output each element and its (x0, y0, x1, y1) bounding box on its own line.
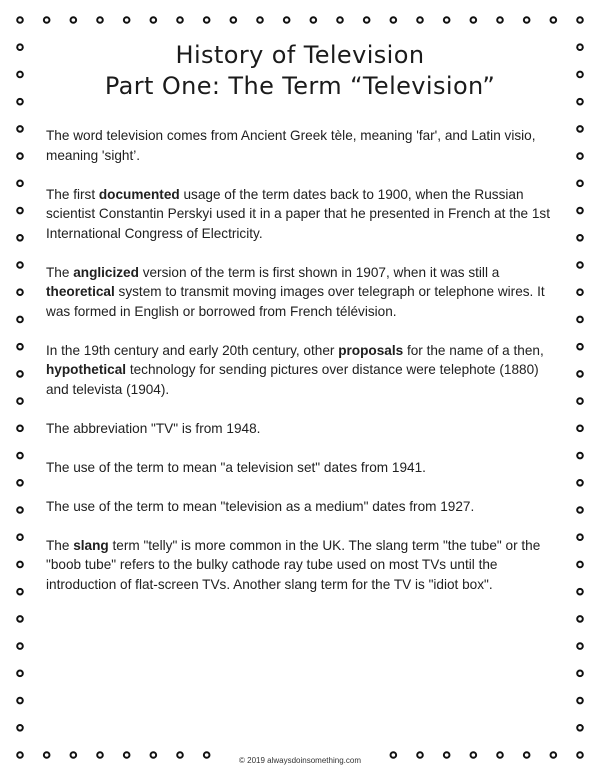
doodle-circle-icon (417, 17, 423, 23)
doodle-circle-icon (151, 17, 157, 23)
doodle-circle-icon (471, 17, 477, 23)
doodle-circle-icon (71, 17, 77, 23)
doodle-circle-icon (577, 126, 583, 132)
page-title: History of Television (175, 41, 425, 69)
doodle-circle-icon (17, 671, 23, 677)
doodle-circle-icon (524, 17, 530, 23)
doodle-circle-icon (17, 235, 23, 241)
doodle-circle-icon (231, 17, 237, 23)
paragraph-text: The use of the term to mean "television as a medium" dates from 1927. (46, 498, 475, 514)
doodle-circle-icon (17, 398, 23, 404)
paragraph-text: The use of the term to mean "a television set" dates from 1941. (46, 459, 426, 475)
paragraph-text: The (46, 264, 74, 280)
doodle-circle-icon (177, 17, 183, 23)
doodle-circle-icon (97, 17, 103, 23)
doodle-circle-icon (577, 289, 583, 295)
doodle-circle-icon (17, 480, 23, 486)
doodle-circle-icon (577, 589, 583, 595)
doodle-circle-icon (284, 17, 290, 23)
doodle-circle-icon (17, 562, 23, 568)
doodle-circle-icon (577, 371, 583, 377)
paragraph (46, 126, 558, 165)
doodle-circle-icon (577, 208, 583, 214)
article-body (46, 126, 558, 614)
paragraph (46, 458, 558, 478)
doodle-circle-icon (17, 643, 23, 649)
bold-term: theoretical (46, 284, 115, 299)
paragraph-text: version of the term is first shown in 1907, when it was still a (138, 264, 500, 280)
doodle-circle-icon (17, 453, 23, 459)
paragraph (46, 536, 558, 595)
paragraph-text: technology for sending pictures over distance were telephote (1880) and televista (1904). (46, 362, 539, 397)
doodle-circle-icon (337, 17, 343, 23)
doodle-circle-icon (577, 643, 583, 649)
bold-term: documented (98, 186, 180, 202)
doodle-circle-icon (17, 698, 23, 704)
paragraph-text: The abbreviation "TV" is from 1948. (46, 420, 261, 436)
bold-term: anglicized (73, 264, 139, 280)
doodle-circle-icon (17, 153, 23, 159)
doodle-circle-icon (577, 17, 583, 23)
paragraph-text: system to transmit moving images over telegraph or telephone wires. It was formed in English or borrowed from French télévision. (46, 284, 545, 319)
doodle-circle-icon (17, 616, 23, 622)
title-block (0, 40, 600, 102)
doodle-circle-icon (577, 317, 583, 323)
doodle-circle-icon (17, 17, 23, 23)
paragraph-text: The first (46, 186, 99, 202)
doodle-circle-icon (577, 698, 583, 704)
doodle-circle-icon (577, 181, 583, 187)
doodle-circle-icon (17, 126, 23, 132)
doodle-circle-icon (577, 671, 583, 677)
paragraph (46, 263, 558, 322)
doodle-circle-icon (551, 17, 557, 23)
doodle-circle-icon (444, 17, 450, 23)
paragraph (46, 185, 558, 244)
paragraph (46, 341, 558, 400)
doodle-circle-icon (577, 562, 583, 568)
doodle-circle-icon (391, 17, 397, 23)
bold-term: hypothetical (46, 362, 127, 377)
doodle-circle-icon (17, 208, 23, 214)
doodle-circle-icon (44, 17, 50, 23)
doodle-circle-icon (204, 17, 210, 23)
paragraph-text: In the 19th century and early 20th century, other (46, 342, 339, 358)
paragraph-text: for the name of a then, (403, 342, 544, 358)
doodle-circle-icon (311, 17, 317, 23)
doodle-circle-icon (577, 153, 583, 159)
doodle-circle-icon (257, 17, 263, 23)
doodle-circle-icon (577, 262, 583, 268)
page-subtitle: Part One: The Term “Television” (104, 72, 496, 100)
doodle-circle-icon (17, 289, 23, 295)
bold-term: slang (73, 537, 109, 553)
paragraph-text: The word television comes from Ancient Greek tèle, meaning 'far', and Latin visio, meaning 'sight’. (46, 128, 536, 163)
doodle-circle-icon (577, 453, 583, 459)
doodle-circle-icon (577, 398, 583, 404)
bold-term: proposals (338, 342, 404, 358)
doodle-circle-icon (17, 344, 23, 350)
doodle-circle-icon (17, 725, 23, 731)
paragraph (46, 497, 558, 517)
paragraph-text: term "telly" is more common in the UK. The slang term "the tube" or the "boob tube" refers to the bulky cathode ray tube used on most TVs until the introduction of flat-screen TVs. Another slang term for the TV is "idiot box". (46, 537, 541, 592)
doodle-circle-icon (17, 589, 23, 595)
copyright-footer: © 2019 alwaysdoinsomething.com (239, 756, 361, 765)
doodle-circle-icon (17, 317, 23, 323)
doodle-circle-icon (577, 616, 583, 622)
doodle-circle-icon (17, 262, 23, 268)
paragraph (46, 419, 558, 439)
paragraph-text: The (46, 537, 74, 553)
doodle-circle-icon (17, 426, 23, 432)
doodle-circle-icon (17, 507, 23, 513)
doodle-circle-icon (577, 534, 583, 540)
doodle-circle-icon (17, 371, 23, 377)
paragraph-text: usage of the term dates back to 1900, when the Russian scientist Constantin Perskyi used it in a paper that he presented in French at the 1st International Congress of Electricity. (46, 186, 551, 241)
doodle-circle-icon (577, 507, 583, 513)
doodle-circle-icon (577, 480, 583, 486)
doodle-circle-icon (124, 17, 130, 23)
doodle-circle-icon (364, 17, 370, 23)
doodle-circle-icon (577, 344, 583, 350)
doodle-circle-icon (17, 534, 23, 540)
doodle-circle-icon (577, 235, 583, 241)
doodle-circle-icon (577, 725, 583, 731)
doodle-circle-icon (497, 17, 503, 23)
doodle-circle-icon (577, 426, 583, 432)
doodle-circle-icon (17, 181, 23, 187)
